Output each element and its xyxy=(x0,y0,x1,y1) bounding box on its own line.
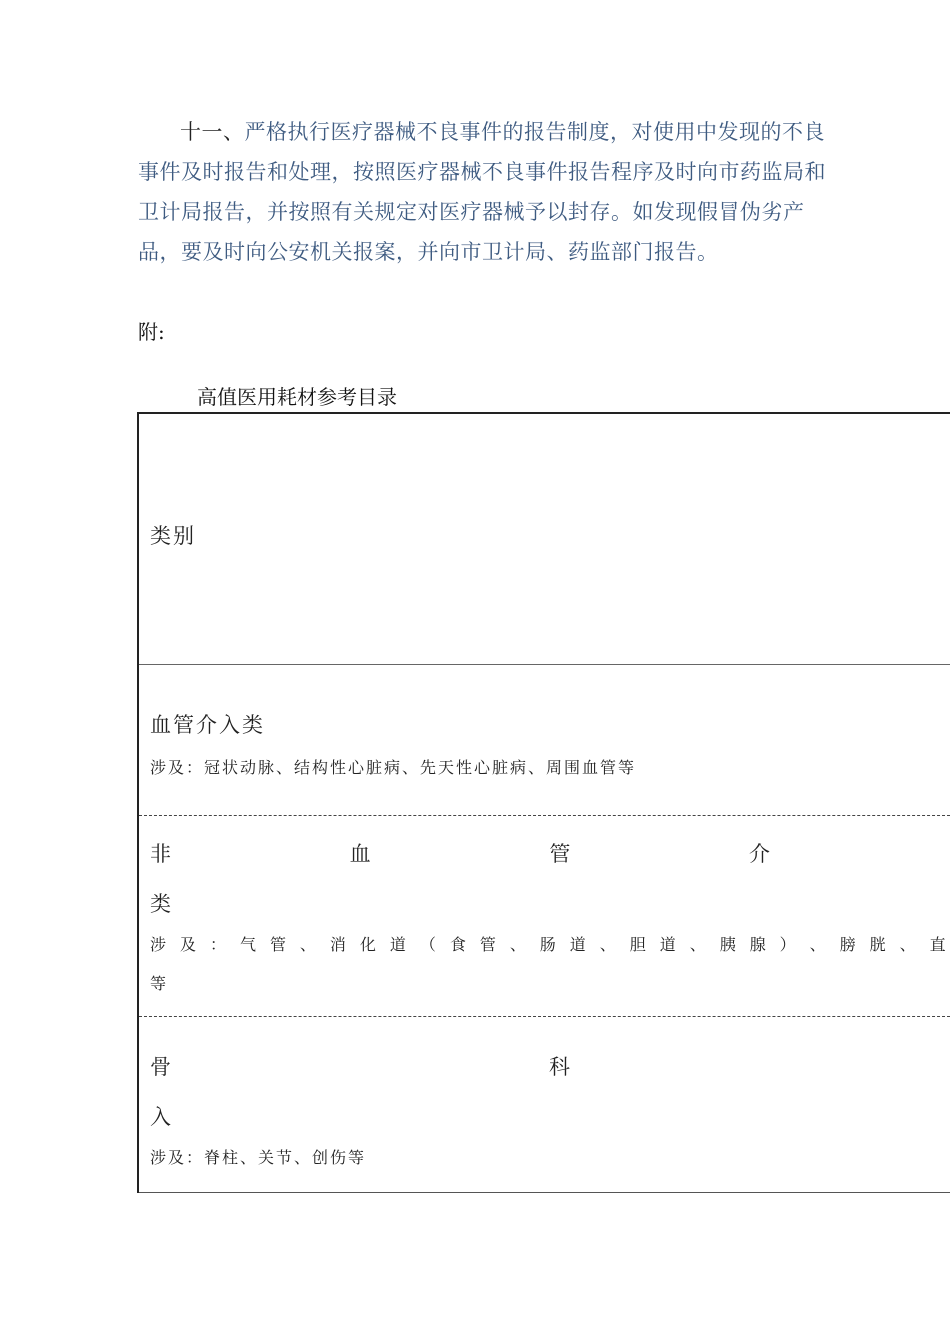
desc-char: 及 xyxy=(179,935,196,954)
desc-char: 管 xyxy=(479,935,496,954)
row-title: 血管介入类 xyxy=(150,713,265,737)
row-title-char: 非 xyxy=(150,842,171,866)
row-desc: 涉及：冠状动脉、结构性心脏病、先天性心脏病、周围血管等 xyxy=(150,758,637,777)
row-title-spread xyxy=(150,1051,570,1081)
desc-char: 道 xyxy=(569,935,586,954)
row-title-char: 科 xyxy=(549,1055,570,1079)
table-row-vascular xyxy=(139,665,950,816)
row-title-char: 骨 xyxy=(150,1055,171,1079)
desc-char: 直 xyxy=(929,935,946,954)
row-title-char: 介 xyxy=(748,842,770,866)
paragraph-text: 严格执行医疗器械不良事件的报告制度，对使用中发现的不良事件及时报告和处理，按照医疗器械不良事件报告程序及时向市药监局和卫计局报告，并按照有关规定对医疗器械予以封存。如发现假冒伪劣产品，要及时向公安机关报案，并向市卫计局、药监部门报告。 xyxy=(138,120,826,264)
desc-char: 、 xyxy=(509,935,526,954)
paragraph-number: 十一、 xyxy=(180,120,245,144)
row-title-char: 血 xyxy=(349,842,371,866)
desc-char: 化 xyxy=(359,935,376,954)
attachment-label: 附: xyxy=(138,320,165,344)
desc-char: （ xyxy=(419,935,436,954)
desc-char: 胱 xyxy=(869,935,886,954)
desc-char: 、 xyxy=(689,935,706,954)
desc-char: 、 xyxy=(899,935,916,954)
desc-char: 、 xyxy=(809,935,826,954)
desc-char: 管 xyxy=(269,935,286,954)
consumables-table xyxy=(137,412,950,1193)
table-title: 高值医用耗材参考目录 xyxy=(197,385,397,409)
desc-char: 、 xyxy=(299,935,316,954)
row-title-wrap: 入 xyxy=(150,1105,173,1129)
desc-char: 肠 xyxy=(539,935,556,954)
desc-char: 道 xyxy=(389,935,406,954)
table-row-nonvascular xyxy=(139,816,950,1017)
desc-char: 膀 xyxy=(839,935,856,954)
desc-char: 气 xyxy=(239,935,256,954)
desc-char: 胆 xyxy=(629,935,646,954)
table-row-orthopedic xyxy=(139,1017,950,1193)
desc-char: 涉 xyxy=(150,935,167,954)
desc-char: 胰 xyxy=(719,935,736,954)
row-title-wrap: 类 xyxy=(150,892,173,916)
row-title-spread xyxy=(150,838,770,868)
row-desc-spread xyxy=(150,932,946,955)
desc-char: ： xyxy=(209,935,226,954)
desc-char: 食 xyxy=(449,935,466,954)
desc-char: 道 xyxy=(659,935,676,954)
desc-char: 消 xyxy=(329,935,346,954)
desc-char: 腺 xyxy=(749,935,766,954)
row-title-char: 管 xyxy=(549,842,571,866)
desc-char: 、 xyxy=(599,935,616,954)
table-header-row xyxy=(139,414,950,665)
desc-char: ） xyxy=(779,935,796,954)
row-desc-wrap: 等 xyxy=(150,974,169,993)
row-desc: 涉及：脊柱、关节、创伤等 xyxy=(150,1148,367,1167)
policy-paragraph xyxy=(138,112,828,272)
category-header: 类别 xyxy=(150,524,196,548)
